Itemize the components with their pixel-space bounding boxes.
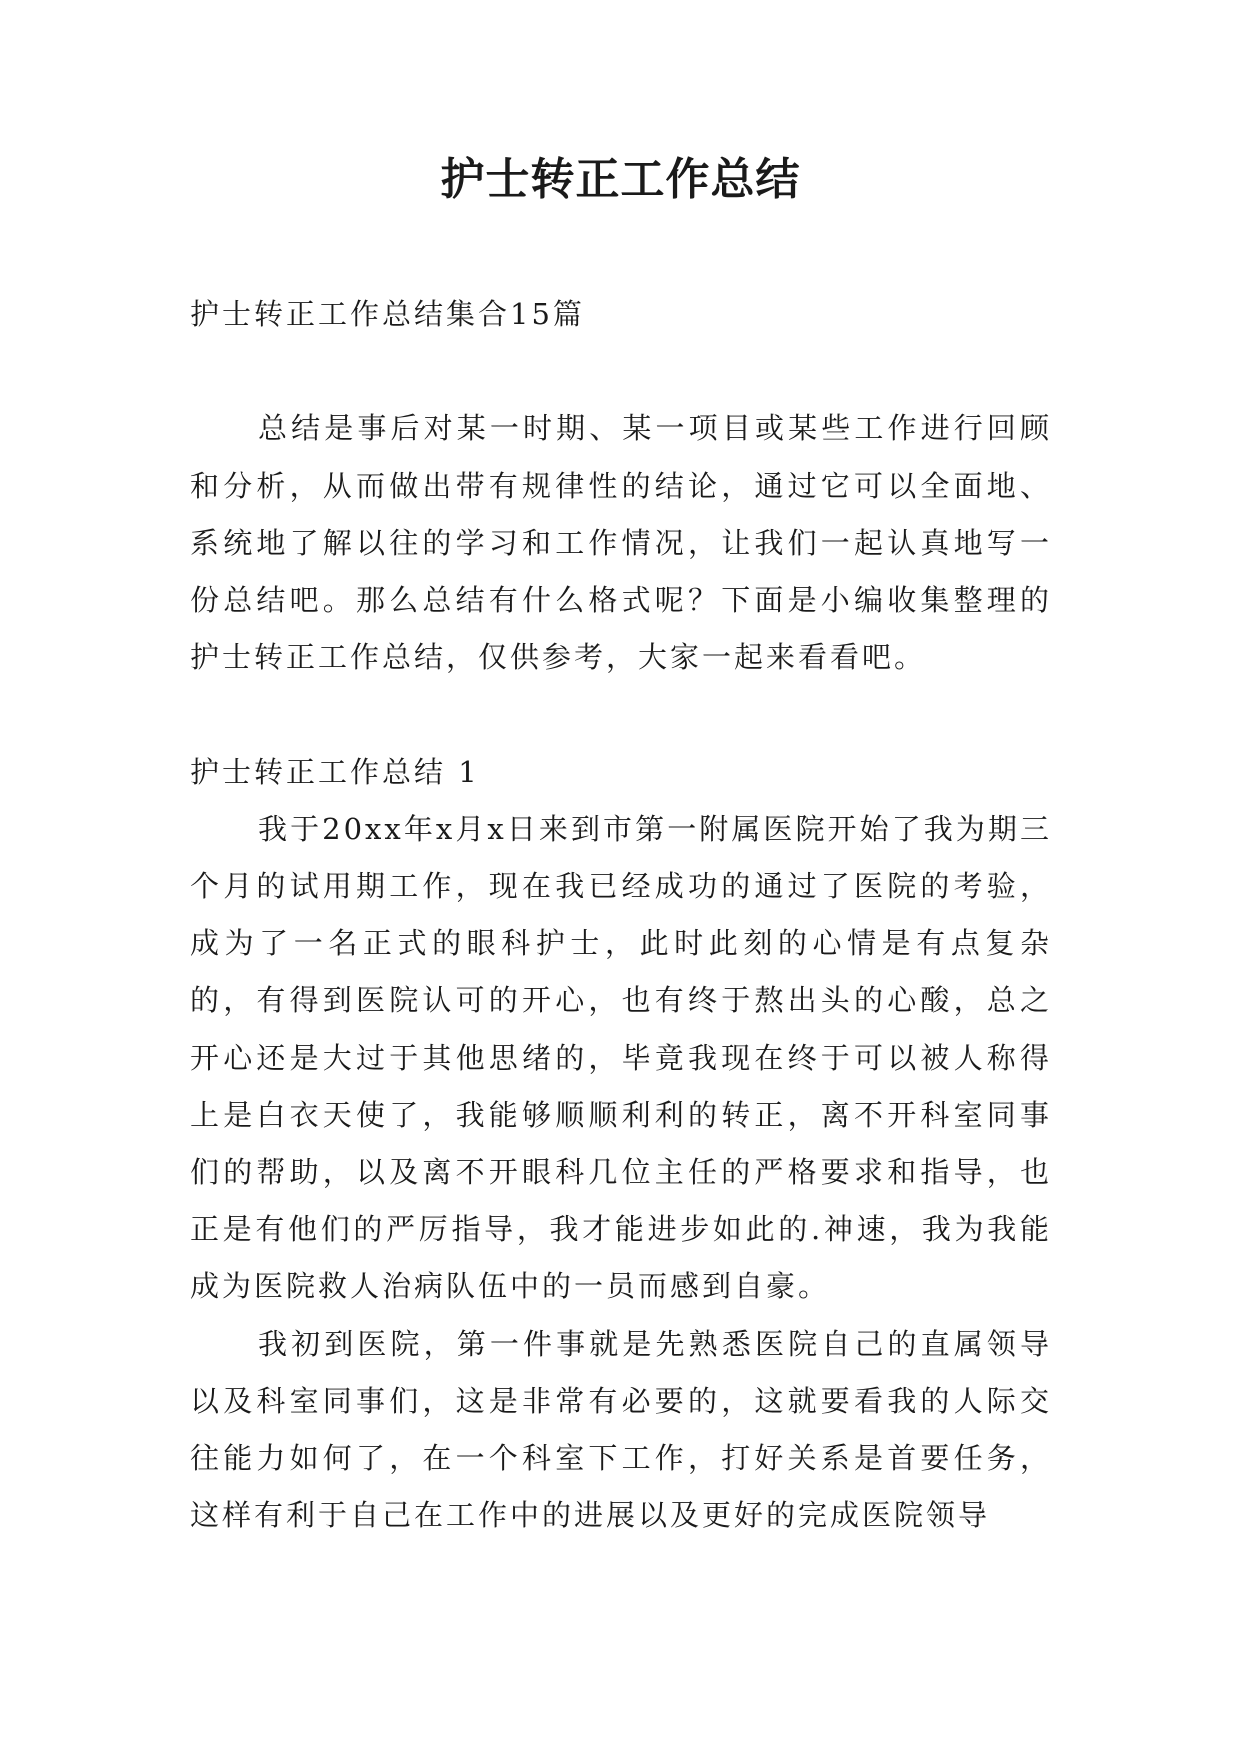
document-body	[190, 286, 1052, 1544]
section-heading: 护士转正工作总结 1	[190, 754, 480, 789]
body-paragraph: 我于20xx年x月x日来到市第一附属医院开始了我为期三个月的试用期工作，现在我已经成功的通过了医院的考验，成为了一名正式的眼科护士，此时此刻的心情是有点复杂的，有得到医院认可的开心，也有终于熬出头的心酸，总之开心还是大过于其他思绪的，毕竟我现在终于可以被人称得上是白衣天使了，我能够顺顺利利的转正，离不开科室同事们的帮助，以及离不开眼科几位主任的严格要求和指导，也正是有他们的严厉指导，我才能进步如此的.神速，我为我能成为医院救人治病队伍中的一员而感到自豪。	[190, 811, 1052, 1304]
intro-paragraph: 总结是事后对某一时期、某一项目或某些工作进行回顾和分析，从而做出带有规律性的结论，通过它可以全面地、系统地了解以往的学习和工作情况，让我们一起认真地写一份总结吧。那么总结有什么格式呢？下面是小编收集整理的护士转正工作总结，仅供参考，大家一起来看看吧。	[190, 411, 1052, 675]
body-paragraph: 我初到医院，第一件事就是先熟悉医院自己的直属领导以及科室同事们，这是非常有必要的，这就要看我的人际交往能力如何了，在一个科室下工作，打好关系是首要任务，这样有利于自己在工作中的进展以及更好的完成医院领导	[190, 1326, 1052, 1533]
document-title: 护士转正工作总结	[440, 154, 801, 205]
document-subtitle: 护士转正工作总结集合15篇	[190, 297, 585, 331]
